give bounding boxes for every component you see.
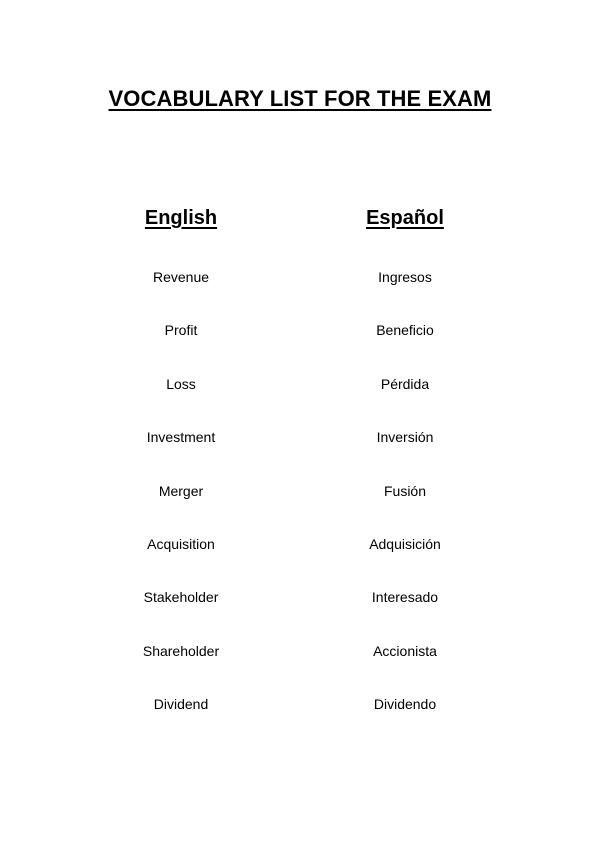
spanish-term: Pérdida	[380, 375, 430, 392]
vocabulary-row	[0, 321, 600, 374]
vocabulary-row	[0, 642, 600, 695]
english-term: Revenue	[152, 269, 210, 285]
vocabulary-row	[0, 268, 600, 321]
english-term: Shareholder	[142, 642, 220, 659]
spanish-column-header: Español	[366, 207, 444, 229]
english-term: Loss	[166, 375, 196, 392]
spanish-term: Fusión	[383, 482, 427, 499]
english-term: Profit	[164, 322, 198, 339]
vocabulary-row	[0, 375, 600, 428]
spanish-term: Adquisición	[369, 535, 441, 552]
spanish-term: Dividendo	[373, 696, 437, 713]
vocabulary-row	[0, 695, 600, 748]
spanish-term: Inversión	[376, 429, 434, 446]
vocabulary-row	[0, 428, 600, 481]
page-title: VOCABULARY LIST FOR THE EXAM	[108, 86, 492, 111]
spanish-term: Ingresos	[378, 269, 432, 285]
english-term: Stakeholder	[143, 589, 219, 606]
english-term: Acquisition	[147, 535, 215, 552]
vocabulary-row	[0, 588, 600, 641]
vocabulary-row	[0, 482, 600, 535]
spanish-term: Accionista	[373, 642, 437, 659]
english-term: Merger	[158, 482, 204, 499]
vocabulary-row	[0, 535, 600, 588]
spanish-term: Beneficio	[376, 322, 434, 339]
spanish-term: Interesado	[371, 589, 439, 606]
english-term: Dividend	[153, 696, 209, 713]
vocabulary-list	[0, 268, 600, 749]
english-term: Investment	[146, 429, 216, 446]
english-column-header: English	[144, 207, 218, 229]
